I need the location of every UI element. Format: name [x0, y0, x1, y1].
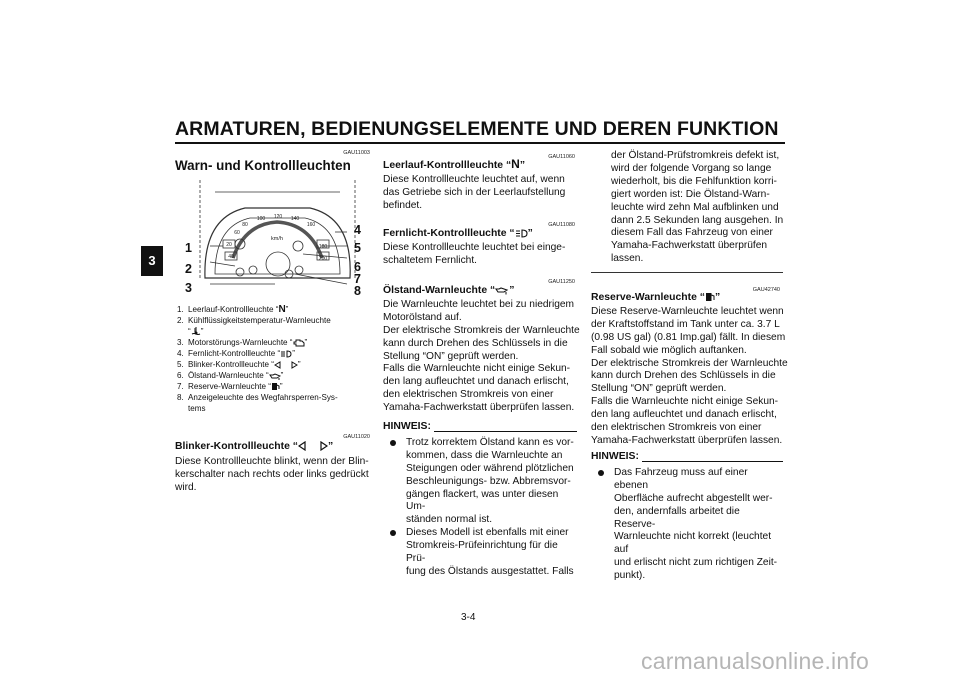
section-code: GAU11060 [548, 154, 575, 160]
gauge-number: 60 [234, 230, 240, 236]
oil-level-section [383, 285, 583, 415]
fuel-reserve-icon [271, 382, 280, 391]
turn-signal-icon [298, 441, 328, 451]
fuel-reserve-section [591, 292, 791, 448]
legend-item: 5. Blinker-Kontrollleuchte “ ” [177, 360, 301, 369]
legend-item: 6. Ölstand-Warnleuchte “ ” [177, 371, 284, 380]
fuel-reserve-body: Diese Reserve-Warnleuchte leuchtet wenn der Kraftstoffstand im Tank unter ca. 3.7 L (0.98 US gal) (0.81 Imp.gal) fällt. In diesem Fall sobald wie möglich auftanken. Der elektrische Stromkreis der Warnleuchte kann durch Drehen des Schlüssels in die Stellung “ON” geprüft werden. Falls die Warnleuchte nicht einige Sekun- den lang aufleuchtet und danach erlischt, den elektrischen Stromkreis von einer Yamaha-Fachwerkstatt überprüfen lassen. [591, 305, 788, 446]
high-beam-icon [515, 229, 528, 238]
title-rule [175, 142, 785, 144]
oil-level-icon [269, 372, 281, 380]
callout-1: 1 [185, 241, 192, 255]
note-bullet: Das Fahrzeug muss auf einer ebenen Oberfläche aufrecht abgestellt wer- den, andernfalls arbeitet die Reserve- Warnleuchte nicht korrekt (leuchtet auf und erlischt nicht zum richtigen Zeit- punkt). [591, 467, 783, 583]
callout-6: 6 [354, 260, 361, 274]
gauge-number: 100 [256, 216, 266, 222]
high-beam-section [383, 228, 583, 268]
blinker-body: Diese Kontrollleuchte blinkt, wenn der Blin- kerschalter nach rechts oder links gedrückt wird. [175, 455, 369, 493]
high-beam-heading: Fernlicht-Kontrollleuchte “ ” [383, 228, 533, 239]
section-divider [591, 272, 783, 273]
callout-2: 2 [185, 262, 192, 276]
gauge-number: 140 [290, 216, 300, 222]
section-code: GAU11080 [548, 222, 575, 228]
figure-legend [177, 304, 377, 414]
section-code: GAU11250 [548, 279, 575, 285]
callout-8: 8 [354, 284, 361, 298]
coolant-temperature-icon [191, 327, 201, 336]
legend-item: 4. Fernlicht-Kontrollleuchte “ ” [177, 349, 295, 358]
section-code: GAU42740 [752, 287, 780, 293]
oil-level-heading: Ölstand-Warnleuchte “ ” [383, 285, 515, 296]
legend-item: 1. Leerlauf-Kontrollleuchte “N” [177, 304, 289, 315]
chapter-tab: 3 [141, 246, 163, 276]
page-number: 3-4 [461, 612, 476, 623]
callout-3: 3 [185, 281, 192, 295]
high-beam-body: Diese Kontrollleuchte leuchtet bei einge- schaltetem Fernlicht. [383, 241, 566, 266]
legend-item: 2. Kühlflüssigkeitstemperatur-Warnleuchte “ ” [177, 316, 331, 336]
legend-item: 7. Reserve-Warnleuchte “ ” [177, 382, 283, 391]
note-block [591, 451, 783, 583]
gauge-number: 120 [273, 214, 283, 220]
neutral-body: Diese Kontrollleuchte leuchtet auf, wenn das Getriebe sich in der Leerlaufstellung befindet. [383, 173, 566, 211]
speedo-unit: km/h [271, 236, 283, 242]
page-title: ARMATUREN, BEDIENUNGSELEMENTE UND DEREN FUNKTION [175, 118, 779, 140]
neutral-section [383, 158, 583, 213]
gauge-number: 40 [228, 254, 234, 260]
blinker-heading: Blinker-Kontrollleuchte “ ” [175, 441, 334, 452]
callout-4: 4 [354, 223, 361, 237]
instrument-cluster-figure [175, 178, 380, 298]
watermark: carmanualsonline.info [641, 648, 869, 674]
gauge-number: 200 [318, 256, 328, 262]
legend-item: 3. Motorstörungs-Warnleuchte “ ” [177, 338, 308, 347]
fuel-reserve-icon [705, 292, 715, 302]
gauge-number: 180 [318, 244, 328, 250]
engine-trouble-icon [293, 339, 305, 347]
fuel-reserve-heading: Reserve-Warnleuchte “ ” [591, 292, 721, 303]
legend-item: 8. Anzeigeleuchte des Wegfahrsperren-Sys- tems [177, 393, 338, 413]
note-label: HINWEIS: [591, 451, 783, 464]
section-heading: Warn- und Kontrollleuchten [175, 158, 351, 173]
turn-signal-icon [274, 361, 298, 369]
neutral-heading: Leerlauf-Kontrollleuchte “N” [383, 157, 526, 171]
callout-5: 5 [354, 241, 361, 255]
blinker-section [175, 441, 375, 495]
oil-level-body: Die Warnleuchte leuchtet bei zu niedrigem Motorölstand auf. Der elektrische Stromkreis der Warnleuchte kann durch Drehen des Schlüssels in die Stellung “ON” geprüft werden. Falls die Warnleuchte nicht einige Sekun- den lang aufleuchtet und danach erlischt, den elektrischen Stromkreis von einer Yamaha-Fachwerkstatt überprüfen lassen. [383, 298, 580, 414]
note-bullet: Dieses Modell ist ebenfalls mit einer Stromkreis-Prüfeinrichtung für die Prü- fung des Ölstands ausgestattet. Falls [383, 527, 577, 579]
section-code: GAU11003 [343, 150, 370, 156]
oil-check-continuation: der Ölstand-Prüfstromkreis defekt ist, wird der folgende Vorgang so lange wiederholt, bis die Fehlfunktion korri- giert worden ist: Die Ölstand-Warn- leuchte wird zehn Mal aufblinken und dann 2.5 Sekunden lang ausgehen. In diesem Fall das Fahrzeug von einer Yamaha-Fachwerkstatt überprüfen lassen. [611, 150, 784, 265]
section-code: GAU11020 [343, 434, 370, 440]
oil-level-icon [495, 286, 509, 295]
gauge-number: 80 [242, 222, 248, 228]
gauge-number: 160 [306, 222, 316, 228]
note-block [383, 421, 577, 579]
callout-7: 7 [354, 272, 361, 286]
high-beam-icon [280, 350, 292, 358]
gauge-number: 20 [226, 242, 232, 248]
note-bullet: Trotz korrektem Ölstand kann es vor- kommen, dass die Warnleuchte an Steigungen oder während plötzlichen Beschleunigungs- bzw. Abbremsvor- gängen flackert, was unter diesen Um- ständen normal ist. [383, 437, 577, 527]
note-label: HINWEIS: [383, 421, 577, 434]
